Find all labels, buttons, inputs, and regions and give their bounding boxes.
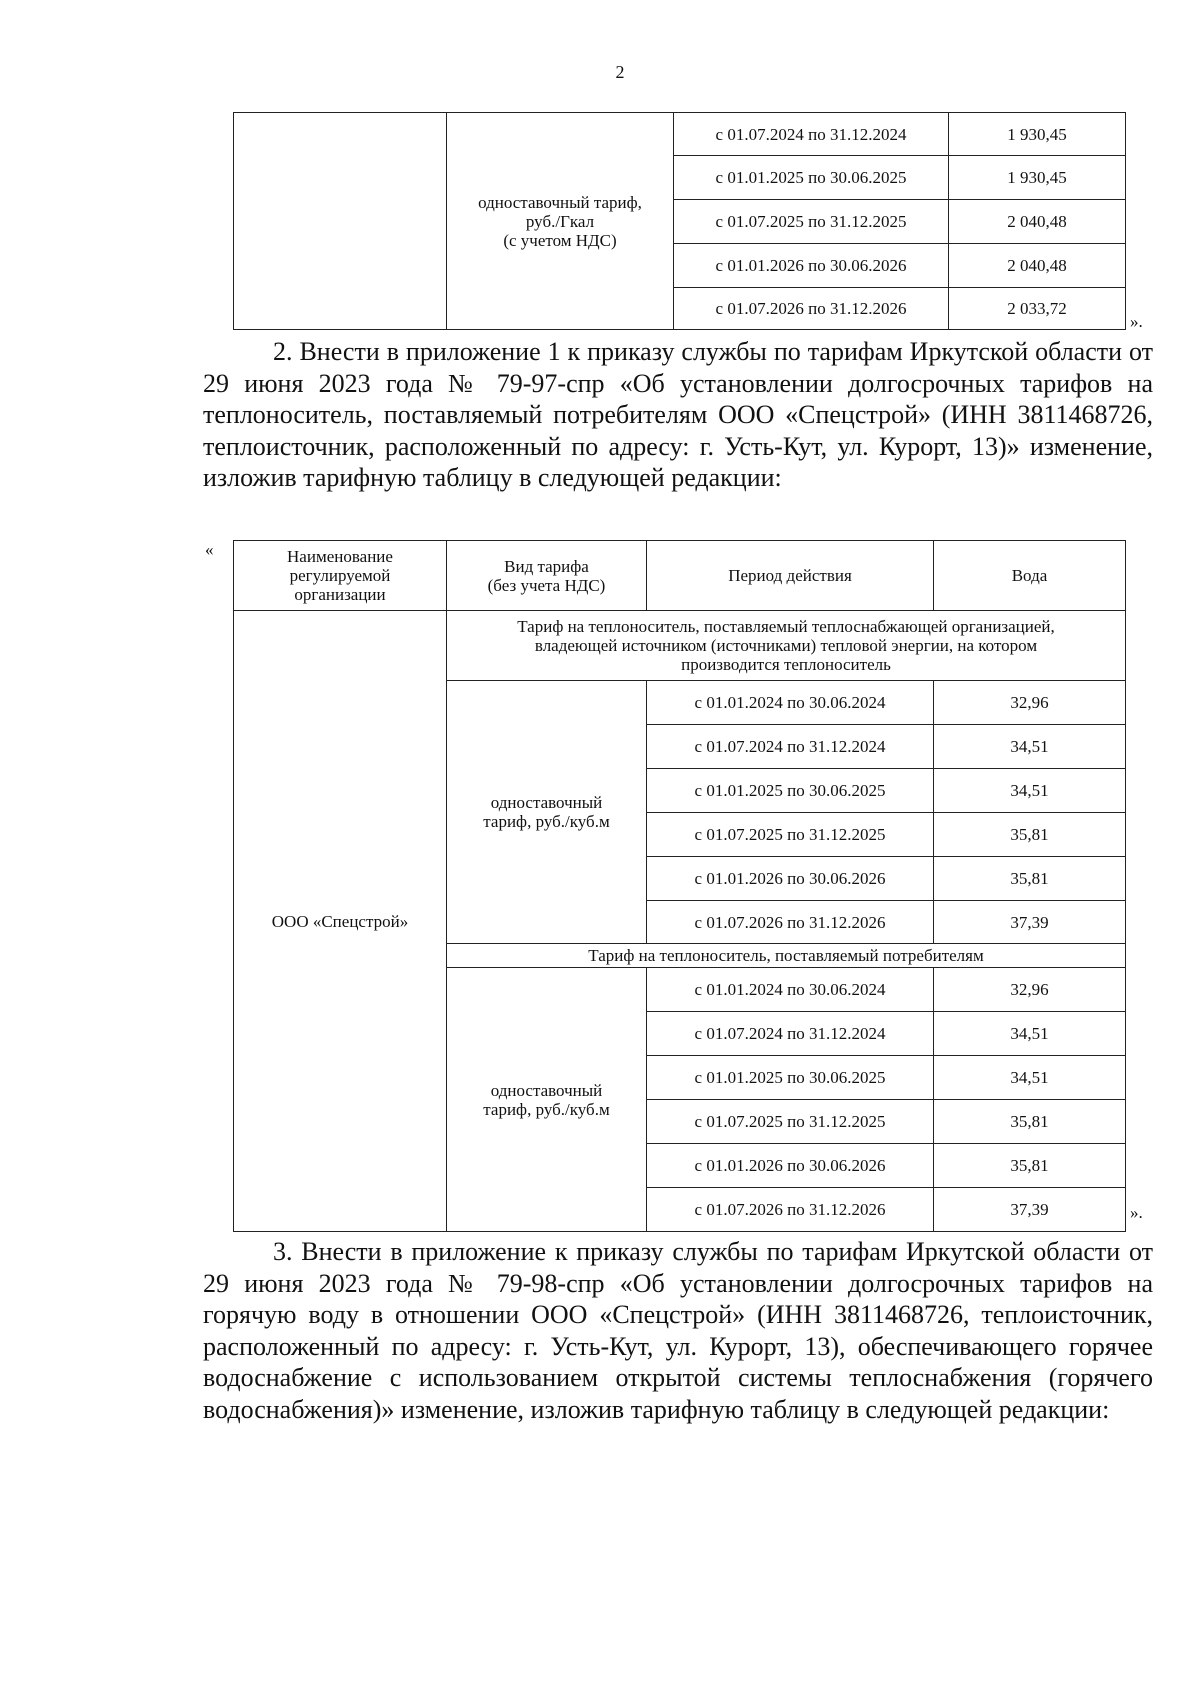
header-line: Вид тарифа [504, 556, 589, 576]
tariff-table-heat-carrier [233, 540, 1126, 1232]
paragraph-3 [203, 1236, 1153, 1425]
period-cell: с 01.01.2026 по 30.06.2026 [674, 244, 949, 288]
value-cell: 34,51 [934, 769, 1126, 813]
period-cell: с 01.01.2026 по 30.06.2026 [647, 1144, 934, 1188]
value-cell: 1 930,45 [949, 156, 1126, 200]
value-cell: 2 033,72 [949, 288, 1126, 330]
paragraph-number: 2. [273, 337, 293, 366]
value-cell: 2 040,48 [949, 244, 1126, 288]
tariff-type-line: тариф, руб./куб.м [483, 1099, 610, 1119]
tariff-type-line: (с учетом НДС) [503, 230, 617, 250]
period-cell: с 01.07.2026 по 31.12.2026 [674, 288, 949, 330]
tariff-type-line: тариф, руб./куб.м [483, 812, 610, 831]
value-cell: 34,51 [934, 1012, 1126, 1056]
header-line: Наименование [287, 547, 393, 566]
value-cell: 35,81 [934, 857, 1126, 901]
value-cell: 35,81 [934, 1100, 1126, 1144]
header-line: (без учета НДС) [487, 575, 606, 595]
period-cell: с 01.07.2026 по 31.12.2026 [647, 901, 934, 944]
value-cell: 34,51 [934, 725, 1126, 769]
period-cell: с 01.01.2025 по 30.06.2025 [674, 156, 949, 200]
value-cell: 37,39 [934, 901, 1126, 944]
tariff-type-line: одноставочный [490, 1080, 603, 1100]
period-cell: с 01.07.2025 по 31.12.2025 [647, 813, 934, 857]
section-title-line: Тариф на теплоноситель, поставляемый теплоснабжающей организацией, [517, 617, 1055, 636]
period-cell: с 01.01.2024 по 30.06.2024 [647, 681, 934, 725]
period-cell: с 01.07.2025 по 31.12.2025 [647, 1100, 934, 1144]
header-period: Период действия [647, 541, 934, 611]
opening-quote-mark: « [205, 540, 214, 559]
section-title: Тариф на теплоноситель, поставляемый потребителям [447, 944, 1126, 968]
tariff-table-continued [233, 112, 1126, 330]
section-title-line: владеющей источником (источниками) тепловой энергии, на котором [534, 636, 1038, 655]
period-cell: с 01.01.2026 по 30.06.2026 [647, 857, 934, 901]
tariff-type-line: руб./Гкал [525, 211, 595, 231]
period-cell: с 01.07.2024 по 31.12.2024 [674, 113, 949, 156]
paragraph-2 [203, 336, 1153, 494]
period-cell: с 01.07.2025 по 31.12.2025 [674, 200, 949, 244]
paragraph-number: 3. [273, 1237, 293, 1266]
tariff-type-line: одноставочный [490, 793, 603, 812]
period-cell: с 01.07.2026 по 31.12.2026 [647, 1188, 934, 1232]
section-title [447, 611, 1126, 681]
org-cell-empty [234, 113, 447, 330]
closing-quote-mark: ». [1130, 312, 1143, 331]
section-title-line: производится теплоноситель [681, 655, 891, 674]
value-cell: 34,51 [934, 1056, 1126, 1100]
period-cell: с 01.07.2024 по 31.12.2024 [647, 1012, 934, 1056]
header-line: регулируемой [289, 566, 391, 585]
org-name-cell: ООО «Спецстрой» [234, 611, 447, 1232]
header-line: организации [294, 585, 386, 604]
period-cell: с 01.01.2025 по 30.06.2025 [647, 1056, 934, 1100]
header-org [234, 541, 447, 611]
value-cell: 32,96 [934, 968, 1126, 1012]
value-cell: 35,81 [934, 813, 1126, 857]
value-cell: 37,39 [934, 1188, 1126, 1232]
closing-quote-mark: ». [1130, 1203, 1143, 1222]
paragraph-text: Внести в приложение к приказу службы по тарифам Иркутской области от 29 июня 2023 года № 79-98-спр «Об установлении долгосрочных тарифов на горячую воду в отношении ООО «Спецстрой» (ИНН 3811468726, теплоисточник, расположенный по адресу: г. Усть-Кут, ул. Курорт, 13), обеспечивающего горячее водоснабжение с использованием открытой системы теплоснабжения (горячего водоснабжения)» изменение, изложив тарифную таблицу в следующей редакции: [203, 1237, 1154, 1424]
value-cell: 32,96 [934, 681, 1126, 725]
tariff-type-cell [447, 681, 647, 944]
period-cell: с 01.01.2024 по 30.06.2024 [647, 968, 934, 1012]
value-cell: 35,81 [934, 1144, 1126, 1188]
paragraph-text: Внести в приложение 1 к приказу службы по тарифам Иркутской области от 29 июня 2023 года № 79-97-спр «Об установлении долгосрочных тарифов на теплоноситель, поставляемый потребителям ООО «Спецстрой» (ИНН 3811468726, теплоисточник, расположенный по адресу: г. Усть-Кут, ул. Курорт, 13)» изменение, изложив тарифную таблицу в следующей редакции: [203, 337, 1154, 492]
page-number: 2 [615, 62, 625, 82]
period-cell: с 01.07.2024 по 31.12.2024 [647, 725, 934, 769]
tariff-type-cell [447, 968, 647, 1232]
header-tariff-type [447, 541, 647, 611]
tariff-type-line: одноставочный тариф, [478, 192, 642, 212]
value-cell: 2 040,48 [949, 200, 1126, 244]
period-cell: с 01.01.2025 по 30.06.2025 [647, 769, 934, 813]
header-water: Вода [934, 541, 1126, 611]
tariff-type-cell [447, 113, 674, 330]
value-cell: 1 930,45 [949, 113, 1126, 156]
